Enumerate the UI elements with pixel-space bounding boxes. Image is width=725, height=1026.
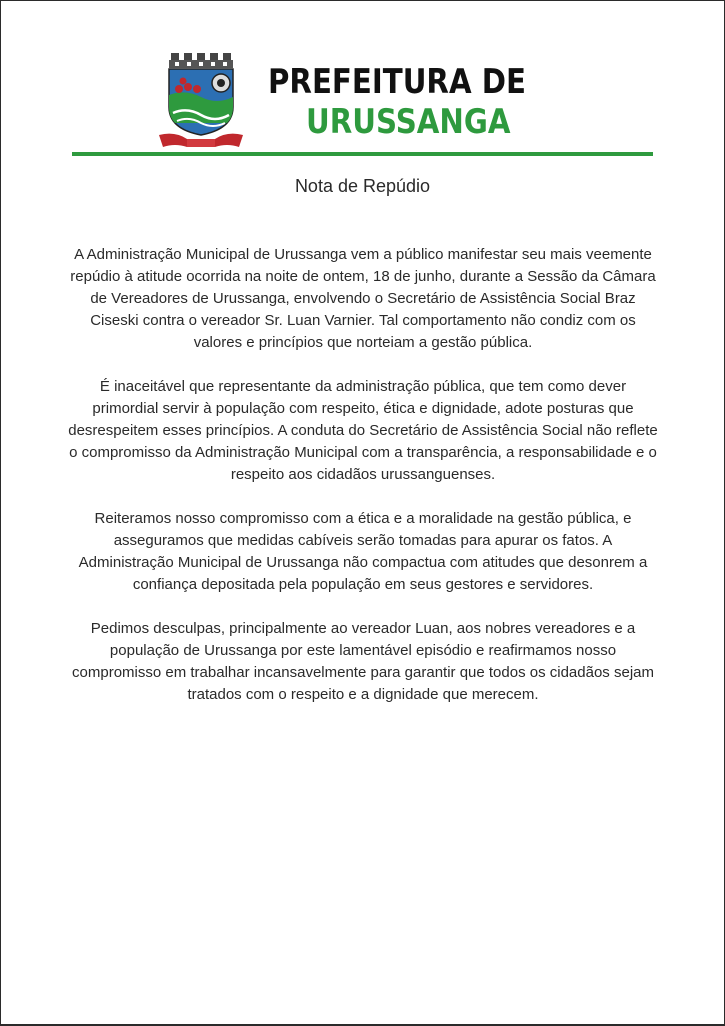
letterhead-title-line2: URUSSANGA (306, 102, 511, 142)
header-divider (72, 152, 653, 156)
letterhead (72, 48, 653, 158)
letterhead-title-line1: PREFEITURA DE (268, 62, 527, 102)
paragraph: Pedimos desculpas, principalmente ao vereador Luan, aos nobres vereadores e a população de Urussanga por este lamentável episódio e reafirmamos nosso compromisso em trabalhar incansavelmente para garantir que todos os cidadãos sejam tratados com o respeito e a dignidade que merecem. (72, 620, 654, 703)
municipal-coat-of-arms-icon (157, 51, 257, 151)
paragraph: É inaceitável que representante da administração pública, que tem como dever primordial servir à população com respeito, ética e dignidade, adote posturas que desrespeitem esses princípios. A conduta do Secretário de Assistência Social não reflete o compromisso da Administração Municipal com a transparência, a responsabilidade e o respeito aos cidadãos urussanguenses. (68, 378, 658, 483)
paragraph: Reiteramos nosso compromisso com a ética e a moralidade na gestão pública, e asseguramos que medidas cabíveis serão tomadas para apurar os fatos. A Administração Municipal de Urussanga não compactua com atitudes que desonrem a confiança depositada pela população em seus gestores e servidores. (78, 510, 648, 593)
document-body (68, 244, 658, 728)
document-title: Nota de Repúdio (294, 176, 431, 196)
paragraph: A Administração Municipal de Urussanga vem a público manifestar seu mais veemente repúdio à atitude ocorrida na noite de ontem, 18 de junho, durante a Sessão da Câmara de Vereadores de Urussanga, envolvendo o Secretário de Assistência Social Braz Ciseski contra o vereador Sr. Luan Varnier. Tal comportamento não condiz com os valores e princípios que norteiam a gestão pública. (70, 246, 656, 351)
